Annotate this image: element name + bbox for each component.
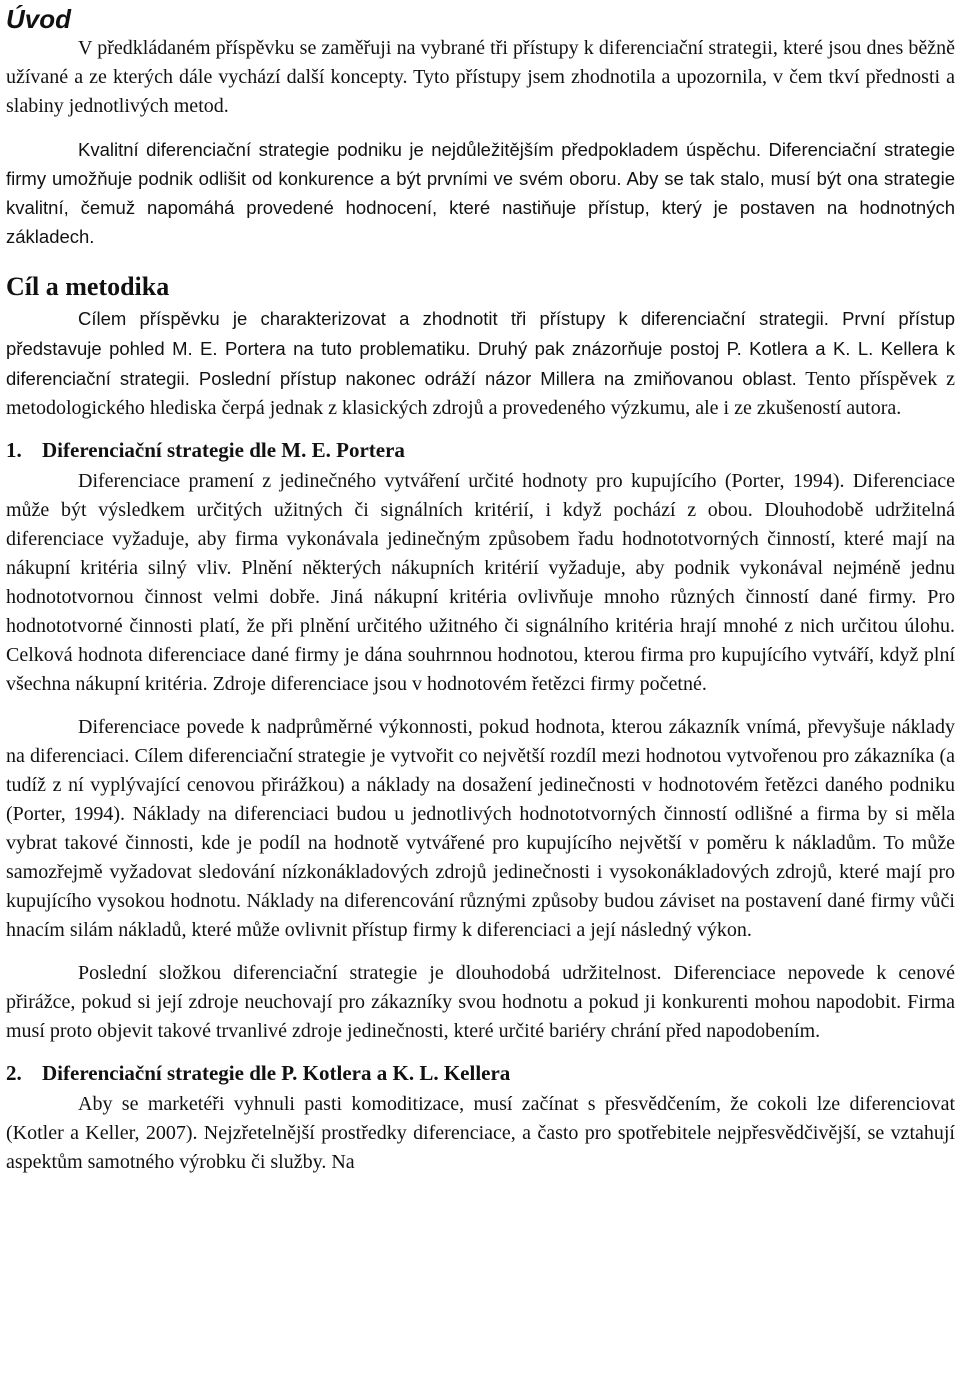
intro-paragraph: Kvalitní diferenciační strategie podniku je nejdůležitějším předpokladem úspěchu. Diferenciační strategie firmy umožňuje podnik odlišit od konkurence a být prvními ve svém oboru. Aby se tak stalo, musí být ona strategie kvalitní, čemuž napomáhá provedené hodnocení, které nastiňuje přístup, který je postaven na hodnotných základech. bbox=[6, 139, 955, 247]
kotler-heading-text: Diferenciační strategie dle P. Kotlera a K. L. Kellera bbox=[42, 1061, 511, 1085]
aim-paragraph bbox=[6, 304, 955, 423]
kotler-heading-number: 2. bbox=[6, 1061, 22, 1085]
intro-paragraph: V předkládaném příspěvku se zaměřuji na vybrané tři přístupy k diferenciační strategii, které jsou dnes běžně užívané a ze kterých dále vychází další koncepty. Tyto přístupy jsem zhodnotila a upozornila, v čem tkví přednosti a slabiny jednotlivých metod. bbox=[6, 37, 955, 117]
intro-heading: Úvod bbox=[6, 4, 71, 34]
aim-heading: Cíl a metodika bbox=[6, 272, 170, 301]
porter-paragraph: Poslední složkou diferenciační strategie je dlouhodobá udržitelnost. Diferenciace nepovede k cenové přirážce, pokud si její zdroje neuchovají pro zákazníky svou hodnotu a pokud ji konkurenti mohou napodobit. Firma musí proto objevit takové trvanlivé zdroje jedinečnosti, které určité bariéry chrání před napodobením. bbox=[6, 962, 955, 1042]
porter-heading-number: 1. bbox=[6, 438, 22, 462]
porter-paragraph: Diferenciace pramení z jedinečného vytváření určité hodnoty pro kupujícího (Porter, 1994). Diferenciace může být výsledkem určitých užitných či signálních kritérií, i když pochází z obou. Dlouhodobě udržitelná diferenciace vyžaduje, aby firma vykonávala jedinečným způsobem řadu hodnototvorných činností, které mají na nákupní kritéria silný vliv. Plnění některých nákupních kritérií vyžaduje, aby podnik vykonával nejméně jednu hodnototvornou činnost velmi dobře. Jiná nákupní kritéria ovlivňuje mnoho různých činností dané firmy. Pro hodnototvorné činnosti platí, že při plnění určitého užitného či signálního kritéria hrají mnohé z nich určitou úlohu. Celková hodnota diferenciace dané firmy je dána souhrnnou hodnotou, kterou firma pro kupujícího vytváří, když plní všechna nákupní kritéria. Zdroje diferenciace jsou v hodnotovém řetězci firmy početné. bbox=[6, 470, 955, 695]
kotler-heading bbox=[6, 1059, 955, 1088]
kotler-paragraph: Aby se marketéři vyhnuli pasti komoditizace, musí začínat s přesvědčením, že cokoli lze diferenciovat (Kotler a Keller, 2007). Nejzřetelnější prostředky diferenciace, a často pro spotřebitele nejpřesvědčivější, se vztahují aspektům samotného výrobku či služby. Na bbox=[6, 1093, 955, 1173]
porter-heading bbox=[6, 436, 955, 465]
porter-heading-text: Diferenciační strategie dle M. E. Portera bbox=[42, 438, 405, 462]
aim-paragraph-serif-part: Tento příspěvek z metodologického hlediska čerpá jednak z klasických zdrojů a provedeného výzkumu, ale i ze zkušeností autora. bbox=[6, 368, 956, 419]
porter-paragraph: Diferenciace povede k nadprůměrné výkonnosti, pokud hodnota, kterou zákazník vnímá, převyšuje náklady na diferenciaci. Cílem diferenciační strategie je vytvořit co největší rozdíl mezi hodnotou vytvořenou pro zákazníka (a tudíž z ní vyplývající cenovou přirážkou) a náklady na dosažení jedinečnosti v hodnotovém řetězci daného podniku (Porter, 1994). Náklady na diferenciaci budou u jednotlivých hodnototvorných činností odlišné a firma by si měla vybrat takové činnosti, kde je podíl na hodnotě vytvářené pro kupujícího největší v poměru k nákladům. To může samozřejmě vyžadovat sledování nízkonákladových zdrojů jedinečnosti i vysokonákladových zdrojů, které mají pro kupujícího vysokou hodnotu. Náklady na diferencování různými způsoby budou záviset na postavení dané firmy vůči hnacím silám nákladů, které může ovlivnit přístup firmy k diferenciaci a její následný výkon. bbox=[6, 716, 955, 941]
aim-paragraph-sans-part: Cílem příspěvku je charakterizovat a zhodnotit tři přístupy k diferenciační strategii. První přístup představuje pohled M. E. Portera na tuto problematiku. Druhý pak znázorňuje postoj P. Kotlera a K. L. Kellera k diferenciační strategii. Poslední přístup nakonec odráží názor Millera na zmiňovanou oblast. bbox=[6, 308, 955, 389]
